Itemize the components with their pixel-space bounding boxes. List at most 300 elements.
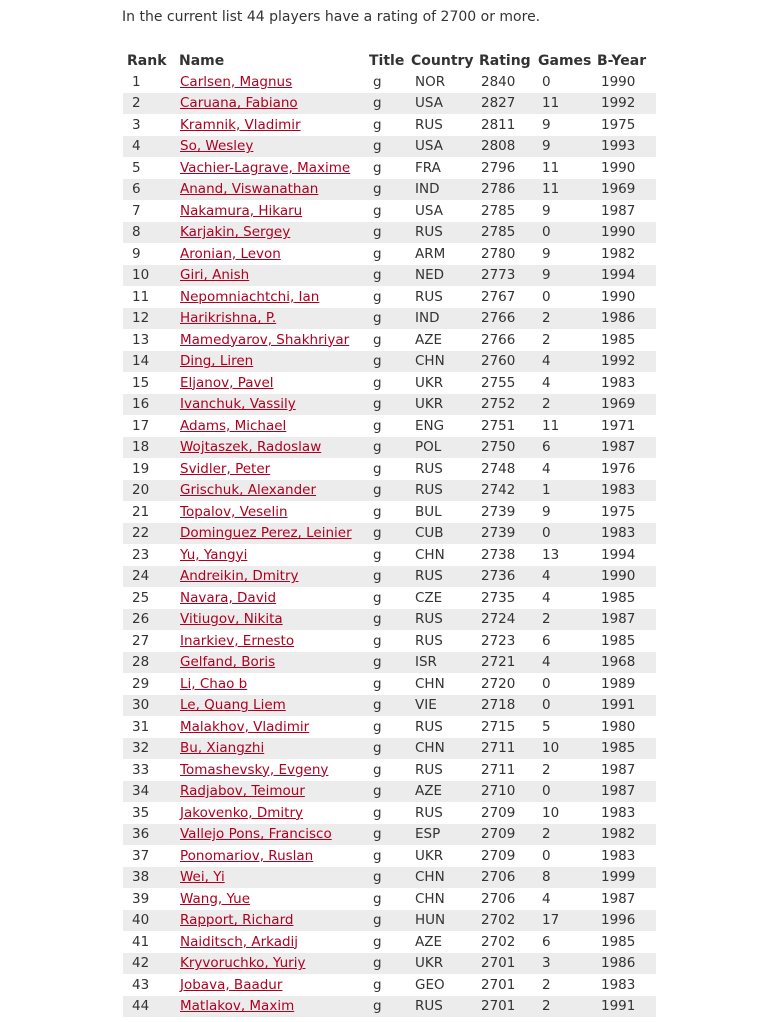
cell-rating: 2785 [475, 222, 534, 244]
cell-byear: 1986 [593, 308, 656, 330]
cell-rating: 2796 [481, 159, 516, 176]
cell-byear: 1993 [593, 136, 656, 158]
cell-name [175, 243, 365, 265]
cell-name [175, 222, 365, 244]
cell-byear: 1975 [601, 503, 636, 520]
table-row [123, 501, 656, 523]
cell-byear: 1987 [601, 761, 636, 778]
cell-name [175, 738, 365, 760]
cell-byear: 1987 [601, 890, 636, 907]
cell-rating: 2701 [475, 953, 534, 975]
table-row [123, 845, 656, 867]
player-name-link[interactable]: Naiditsch, Arkadij [180, 933, 299, 950]
cell-games: 11 [534, 179, 593, 201]
cell-rank: 8 [123, 222, 175, 244]
cell-games: 4 [534, 652, 593, 674]
cell-games: 1 [534, 480, 593, 502]
table-row [123, 867, 656, 889]
cell-rank: 13 [132, 331, 150, 348]
player-name-link[interactable]: Li, Chao b [180, 675, 248, 692]
cell-games: 2 [542, 331, 551, 348]
player-name-link[interactable]: Grischuk, Alexander [180, 482, 317, 499]
cell-name [175, 179, 365, 201]
cell-games: 0 [542, 288, 551, 305]
cell-name [175, 652, 365, 674]
cell-byear: 1987 [593, 609, 656, 631]
cell-country: RUS [415, 632, 443, 649]
cell-games: 9 [534, 265, 593, 287]
cell-name [175, 802, 365, 824]
cell-country: IND [407, 308, 475, 330]
player-name-link[interactable]: Eljanov, Pavel [180, 374, 274, 391]
cell-rank: 9 [132, 245, 141, 262]
intro-text: In the current list 44 players have a rating of 2700 or more. [122, 9, 541, 25]
cell-title: g [373, 632, 382, 649]
cell-rating: 2706 [481, 890, 516, 907]
cell-country: FRA [415, 159, 441, 176]
cell-title: g [373, 202, 382, 219]
cell-country: USA [407, 93, 475, 115]
cell-country: CHN [407, 351, 475, 373]
table-row [123, 996, 656, 1018]
cell-title: g [365, 308, 407, 330]
cell-rank: 34 [123, 781, 175, 803]
player-name-link[interactable]: Jakovenko, Dmitry [180, 804, 304, 821]
cell-name [175, 953, 365, 975]
player-name-link[interactable]: Caruana, Fabiano [180, 95, 298, 112]
cell-name [175, 200, 365, 222]
cell-name [175, 695, 365, 717]
cell-country: RUS [415, 460, 443, 477]
cell-rank: 24 [123, 566, 175, 588]
table-row [123, 372, 656, 394]
cell-rank: 2 [123, 93, 175, 115]
cell-country: ISR [407, 652, 475, 674]
cell-country: ARM [415, 245, 446, 262]
cell-games: 2 [534, 824, 593, 846]
cell-byear: 1996 [593, 910, 656, 932]
cell-country: POL [407, 437, 475, 459]
cell-games: 0 [542, 847, 551, 864]
cell-rating: 2808 [475, 136, 534, 158]
table-row [123, 673, 656, 695]
player-name-link[interactable]: Kryvoruchko, Yuriy [180, 955, 306, 972]
cell-name [175, 566, 365, 588]
cell-country: AZE [415, 933, 443, 950]
cell-games: 2 [534, 609, 593, 631]
cell-rating: 2709 [475, 824, 534, 846]
cell-rating: 2711 [481, 761, 516, 778]
player-name-link[interactable]: Topalov, Veselin [180, 503, 288, 520]
cell-games: 10 [534, 738, 593, 760]
cell-country: NED [407, 265, 475, 287]
player-name-link[interactable]: Jobava, Baadur [180, 976, 283, 993]
cell-country: UKR [407, 953, 475, 975]
cell-country: RUS [407, 480, 475, 502]
cell-byear: 1985 [593, 738, 656, 760]
cell-name [175, 824, 365, 846]
cell-name [175, 845, 365, 867]
cell-rating: 2750 [475, 437, 534, 459]
cell-name [175, 759, 365, 781]
player-name-link[interactable]: Bu, Xiangzhi [180, 740, 265, 757]
player-name-link[interactable]: Tomashevsky, Evgeny [180, 761, 329, 778]
cell-games: 13 [542, 546, 560, 563]
cell-rating: 2706 [475, 867, 534, 889]
cell-title: g [373, 288, 382, 305]
cell-name [175, 286, 365, 308]
table-row [123, 888, 656, 910]
cell-rating: 2720 [481, 675, 516, 692]
cell-rank: 1 [132, 73, 141, 90]
cell-title: g [373, 460, 382, 477]
player-name-link[interactable]: Vachier-Lagrave, Maxime [180, 159, 351, 176]
cell-rating: 2766 [475, 308, 534, 330]
cell-games: 4 [534, 566, 593, 588]
cell-rating: 2785 [481, 202, 516, 219]
cell-title: g [373, 417, 382, 434]
cell-byear: 1985 [601, 933, 636, 950]
cell-name [175, 329, 365, 351]
cell-title: g [373, 933, 382, 950]
player-name-link[interactable]: Harikrishna, P. [180, 310, 277, 327]
player-name-link[interactable]: Andreikin, Dmitry [180, 568, 299, 585]
cell-country: AZE [415, 331, 443, 348]
cell-games: 11 [542, 159, 560, 176]
player-name-link[interactable]: Inarkiev, Ernesto [180, 632, 295, 649]
cell-rank: 35 [132, 804, 150, 821]
cell-byear: 1987 [593, 437, 656, 459]
cell-title: g [373, 503, 382, 520]
table-row [123, 974, 656, 996]
cell-rank: 22 [123, 523, 175, 545]
cell-title: g [365, 824, 407, 846]
player-name-link[interactable]: Nepomniachtchi, Ian [180, 288, 320, 305]
cell-country: RUS [415, 761, 443, 778]
table-row [123, 566, 656, 588]
cell-title: g [373, 374, 382, 391]
cell-rating: 2710 [475, 781, 534, 803]
ratings-table [123, 50, 656, 1017]
cell-title: g [365, 781, 407, 803]
player-name-link[interactable]: Anand, Viswanathan [180, 181, 319, 198]
cell-byear: 1980 [601, 718, 636, 735]
cell-name [175, 308, 365, 330]
cell-name [175, 716, 365, 738]
cell-games: 6 [542, 632, 551, 649]
player-name-link[interactable]: Ivanchuk, Vassily [180, 396, 296, 413]
player-name-link[interactable]: Rapport, Richard [180, 912, 294, 929]
table-row [123, 544, 656, 566]
table-row [123, 695, 656, 717]
cell-name [175, 609, 365, 631]
cell-country: ESP [407, 824, 475, 846]
cell-title: g [373, 116, 382, 133]
cell-name [175, 501, 365, 523]
cell-name [175, 781, 365, 803]
player-name-link[interactable]: Adams, Michael [180, 417, 287, 434]
cell-rank: 30 [123, 695, 175, 717]
cell-country: VIE [407, 695, 475, 717]
table-row [123, 738, 656, 760]
player-name-link[interactable]: Navara, David [180, 589, 277, 606]
table-row [123, 953, 656, 975]
cell-name [175, 437, 365, 459]
cell-country: USA [415, 202, 443, 219]
cell-byear: 1990 [601, 288, 636, 305]
cell-byear: 1983 [601, 847, 636, 864]
cell-games: 2 [542, 761, 551, 778]
cell-title: g [373, 589, 382, 606]
cell-games: 0 [542, 675, 551, 692]
player-name-link[interactable]: Gelfand, Boris [180, 654, 276, 671]
table-row [123, 71, 656, 93]
cell-byear: 1971 [601, 417, 636, 434]
cell-rank: 38 [123, 867, 175, 889]
cell-name [175, 974, 365, 996]
cell-rating: 2701 [481, 976, 516, 993]
cell-rating: 2840 [481, 73, 516, 90]
table-row [123, 781, 656, 803]
cell-rating: 2724 [475, 609, 534, 631]
player-name-link[interactable]: Karjakin, Sergey [180, 224, 291, 241]
cell-title: g [373, 804, 382, 821]
cell-byear: 1987 [601, 202, 636, 219]
cell-rank: 32 [123, 738, 175, 760]
table-row [123, 609, 656, 631]
player-name-link[interactable]: Matlakov, Maxim [180, 998, 295, 1015]
cell-name [175, 888, 365, 910]
cell-rating: 2702 [475, 910, 534, 932]
table-row [123, 136, 656, 158]
cell-title: g [373, 331, 382, 348]
header-country: Country [411, 52, 474, 69]
cell-rank: 44 [123, 996, 175, 1018]
cell-games: 9 [542, 116, 551, 133]
player-name-link[interactable]: So, Wesley [180, 138, 254, 155]
cell-title: g [373, 159, 382, 176]
header-title: Title [369, 52, 405, 69]
cell-name [175, 157, 365, 179]
cell-games: 11 [542, 417, 560, 434]
cell-title: g [365, 394, 407, 416]
cell-country: CHN [415, 890, 445, 907]
cell-title: g [373, 976, 382, 993]
cell-games: 4 [542, 374, 551, 391]
cell-games: 10 [542, 804, 560, 821]
cell-country: CHN [415, 675, 445, 692]
cell-rating: 2742 [475, 480, 534, 502]
cell-games: 9 [542, 503, 551, 520]
cell-country: IND [407, 179, 475, 201]
player-name-link[interactable]: Wei, Yi [180, 869, 225, 886]
cell-country: RUS [407, 609, 475, 631]
cell-rank: 19 [132, 460, 150, 477]
cell-title: g [365, 996, 407, 1018]
cell-rating: 2755 [481, 374, 516, 391]
cell-title: g [373, 761, 382, 778]
cell-rank: 7 [132, 202, 141, 219]
cell-games: 0 [542, 73, 551, 90]
cell-rank: 15 [132, 374, 150, 391]
cell-name [175, 71, 365, 93]
table-row [123, 824, 656, 846]
cell-games: 8 [534, 867, 593, 889]
cell-games: 0 [534, 523, 593, 545]
table-row [123, 394, 656, 416]
cell-rank: 10 [123, 265, 175, 287]
table-row [123, 587, 656, 609]
player-name-link[interactable]: Vitiugov, Nikita [180, 611, 283, 628]
cell-title: g [365, 523, 407, 545]
player-name-link[interactable]: Ding, Liren [180, 353, 254, 370]
cell-rank: 3 [132, 116, 141, 133]
cell-games: 2 [534, 308, 593, 330]
cell-rank: 28 [123, 652, 175, 674]
player-name-link[interactable]: Radjabov, Teimour [180, 783, 305, 800]
cell-rank: 26 [123, 609, 175, 631]
cell-country: HUN [407, 910, 475, 932]
cell-country: NOR [415, 73, 446, 90]
cell-rank: 12 [123, 308, 175, 330]
table-row [123, 114, 656, 136]
cell-byear: 1983 [601, 976, 636, 993]
cell-title: g [365, 652, 407, 674]
cell-games: 2 [542, 976, 551, 993]
cell-rank: 11 [132, 288, 150, 305]
cell-rating: 2773 [475, 265, 534, 287]
table-row [123, 931, 656, 953]
cell-country: UKR [415, 374, 444, 391]
cell-name [175, 372, 365, 394]
table-row [123, 157, 656, 179]
cell-rank: 42 [123, 953, 175, 975]
cell-games: 9 [542, 202, 551, 219]
player-name-link[interactable]: Vallejo Pons, Francisco [180, 826, 332, 843]
cell-byear: 1991 [593, 695, 656, 717]
cell-country: CUB [407, 523, 475, 545]
cell-rating: 2786 [475, 179, 534, 201]
table-row [123, 523, 656, 545]
cell-title: g [365, 609, 407, 631]
cell-rank: 17 [132, 417, 150, 434]
cell-games: 17 [534, 910, 593, 932]
cell-byear: 1969 [593, 179, 656, 201]
table-row [123, 759, 656, 781]
cell-games: 4 [534, 351, 593, 373]
cell-country: USA [407, 136, 475, 158]
header-name: Name [179, 52, 225, 69]
cell-title: g [365, 695, 407, 717]
table-row [123, 243, 656, 265]
cell-country: BUL [415, 503, 442, 520]
cell-name [175, 458, 365, 480]
cell-name [175, 867, 365, 889]
player-name-link[interactable]: Dominguez Perez, Leinier [180, 525, 352, 542]
player-name-link[interactable]: Wang, Yue [180, 890, 251, 907]
cell-country: RUS [407, 566, 475, 588]
cell-byear: 1990 [593, 222, 656, 244]
cell-country: CHN [415, 546, 445, 563]
table-row [123, 630, 656, 652]
cell-name [175, 544, 365, 566]
player-name-link[interactable]: Nakamura, Hikaru [180, 202, 303, 219]
player-name-link[interactable]: Ponomariov, Ruslan [180, 847, 314, 864]
cell-rating: 2709 [481, 804, 516, 821]
cell-title: g [365, 566, 407, 588]
cell-title: g [373, 245, 382, 262]
player-name-link[interactable]: Kramnik, Vladimir [180, 116, 301, 133]
table-row [123, 652, 656, 674]
cell-title: g [373, 847, 382, 864]
player-name-link[interactable]: Yu, Yangyi [180, 546, 248, 563]
player-name-link[interactable]: Malakhov, Vladimir [180, 718, 310, 735]
table-row [123, 200, 656, 222]
cell-title: g [373, 718, 382, 735]
cell-byear: 1976 [601, 460, 636, 477]
cell-byear: 1986 [593, 953, 656, 975]
player-name-link[interactable]: Le, Quang Liem [180, 697, 286, 714]
player-name-link[interactable]: Svidler, Peter [180, 460, 271, 477]
player-name-link[interactable]: Aronian, Levon [180, 245, 281, 262]
table-header-row [123, 50, 656, 71]
cell-title: g [365, 265, 407, 287]
cell-rank: 16 [123, 394, 175, 416]
header-byear: B-Year [597, 52, 647, 69]
cell-rank: 14 [123, 351, 175, 373]
cell-games: 2 [534, 394, 593, 416]
player-name-link[interactable]: Wojtaszek, Radoslaw [180, 439, 322, 456]
player-name-link[interactable]: Mamedyarov, Shakhriyar [180, 331, 350, 348]
cell-byear: 1989 [601, 675, 636, 692]
cell-country: RUS [407, 222, 475, 244]
cell-byear: 1994 [601, 546, 636, 563]
cell-rating: 2735 [481, 589, 516, 606]
cell-title: g [365, 351, 407, 373]
cell-byear: 1990 [593, 566, 656, 588]
cell-country: CZE [415, 589, 443, 606]
header-games: Games [538, 52, 592, 69]
table-row [123, 415, 656, 437]
cell-rating: 2760 [475, 351, 534, 373]
cell-rating: 2702 [481, 933, 516, 950]
cell-rank: 25 [132, 589, 150, 606]
cell-rating: 2748 [481, 460, 516, 477]
cell-name [175, 910, 365, 932]
cell-country: RUS [415, 116, 443, 133]
cell-games: 3 [534, 953, 593, 975]
cell-title: g [365, 437, 407, 459]
player-name-link[interactable]: Giri, Anish [180, 267, 250, 284]
player-name-link[interactable]: Carlsen, Magnus [180, 73, 293, 90]
cell-byear: 1985 [601, 331, 636, 348]
cell-name [175, 480, 365, 502]
cell-rating: 2701 [475, 996, 534, 1018]
cell-games: 9 [534, 136, 593, 158]
table-row [123, 329, 656, 351]
cell-rating: 2751 [481, 417, 516, 434]
table-row [123, 222, 656, 244]
cell-games: 0 [534, 695, 593, 717]
cell-name [175, 265, 365, 287]
cell-byear: 1992 [593, 93, 656, 115]
cell-rank: 41 [132, 933, 150, 950]
table-row [123, 286, 656, 308]
table-row [123, 480, 656, 502]
table-row [123, 716, 656, 738]
cell-rank: 5 [132, 159, 141, 176]
cell-byear: 1968 [593, 652, 656, 674]
